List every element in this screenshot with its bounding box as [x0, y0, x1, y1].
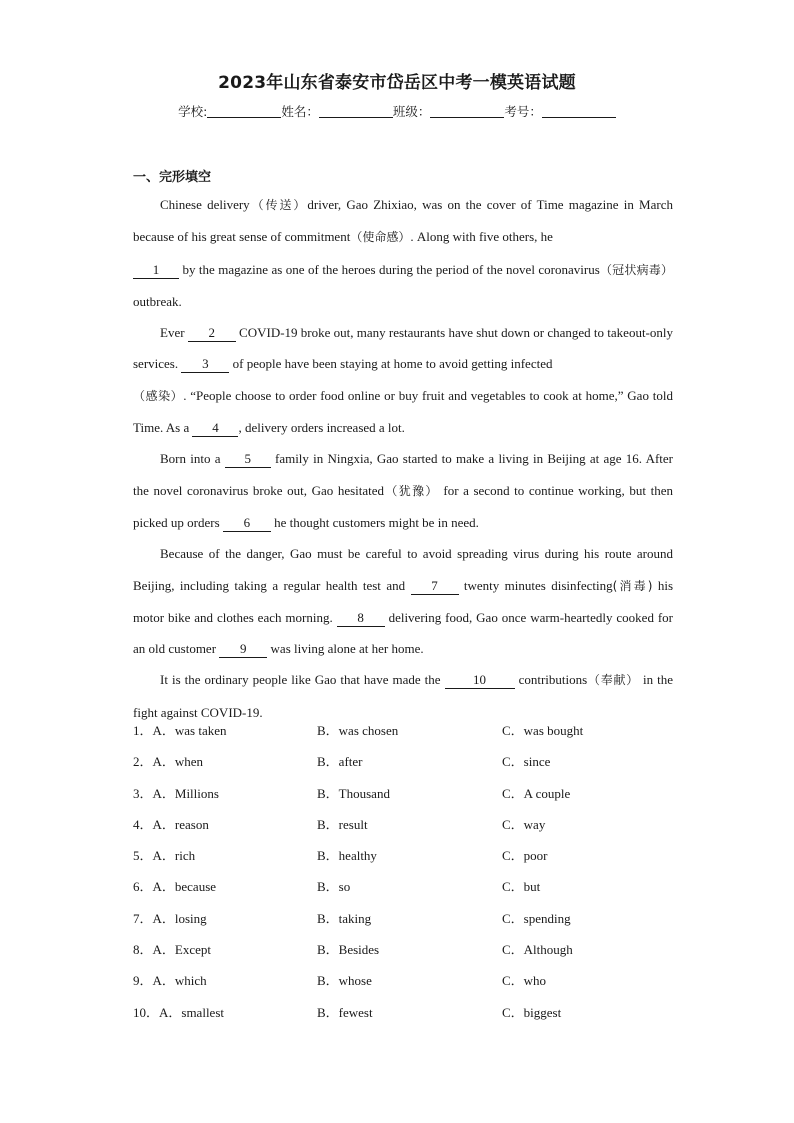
text-segment: outbreak.	[133, 293, 182, 309]
option-b[interactable]: B．after	[317, 754, 363, 770]
option-a[interactable]: 10．A．smallest	[133, 1004, 224, 1020]
blank-10[interactable]: 10	[445, 672, 515, 689]
text-segment: twenty minutes disinfecting	[463, 577, 613, 593]
exam-number-blank[interactable]	[542, 105, 616, 118]
text-segment: by the magazine as one of the heroes during the period of the novel coronavirus	[182, 261, 600, 277]
question-3-options	[133, 783, 673, 814]
option-c[interactable]: C．spending	[502, 910, 571, 926]
paragraph-3	[133, 443, 673, 538]
text-segment: . “People choose to order food online or buy fruit and vegetables to cook at home,” Gao told Time. As a	[133, 387, 673, 436]
text-segment: COVID-19 broke out, many restaurants have shut down or changed to takeout-only services.	[133, 325, 673, 372]
blank-9[interactable]: 9	[219, 641, 267, 658]
paragraph-1	[133, 189, 673, 317]
text-segment: contributions	[518, 672, 588, 688]
question-4-options	[133, 814, 673, 845]
blank-3[interactable]: 3	[181, 356, 229, 373]
option-b[interactable]: B．healthy	[317, 848, 377, 864]
option-b[interactable]: B．fewest	[317, 1004, 373, 1020]
section-heading: 一、完形填空	[133, 170, 212, 185]
blank-4[interactable]: 4	[192, 420, 238, 437]
text-segment: Born into a	[160, 451, 221, 467]
question-2-options	[133, 751, 673, 782]
question-1-options	[133, 720, 673, 751]
text-segment: (消毒)	[612, 578, 653, 593]
option-c[interactable]: C．who	[502, 973, 547, 989]
text-segment: （奉献）	[587, 673, 639, 688]
option-c[interactable]: C．biggest	[502, 1004, 562, 1020]
option-c[interactable]: C．was bought	[502, 723, 584, 738]
option-a[interactable]: 5．A．rich	[133, 848, 196, 864]
question-9-options	[133, 970, 673, 1001]
option-c[interactable]: C．way	[502, 816, 546, 832]
option-b[interactable]: B．Thousand	[317, 785, 390, 801]
blank-5[interactable]: 5	[225, 451, 271, 468]
text-segment: （传送）	[249, 198, 308, 212]
text-segment: （冠状病毒）	[599, 262, 673, 277]
option-c[interactable]: C．since	[502, 754, 551, 770]
question-7-options	[133, 908, 673, 939]
text-segment: family in Ningxia, Gao started to make a living in Beijing at age 16. After the novel coronavirus broke out, Gao hesitated	[133, 451, 674, 498]
text-segment: （犹豫）	[384, 483, 439, 498]
option-b[interactable]: B．was chosen	[317, 723, 399, 738]
option-a[interactable]: 9．A．which	[133, 973, 207, 989]
option-c[interactable]: C．Although	[502, 942, 573, 958]
school-label: 学校:	[178, 104, 208, 119]
paragraph-5	[133, 664, 673, 728]
text-segment: Ever	[160, 325, 185, 341]
question-8-options	[133, 939, 673, 970]
question-6-options	[133, 876, 673, 907]
page-title: 2023年山东省泰安市岱岳区中考一模英语试题	[218, 73, 576, 93]
option-a[interactable]: 6．A．because	[133, 879, 217, 895]
cloze-passage	[133, 189, 673, 728]
option-a[interactable]: 7．A．losing	[133, 910, 207, 926]
blank-2[interactable]: 2	[188, 325, 236, 342]
option-a[interactable]: 3．A．Millions	[133, 785, 219, 801]
student-info-line	[0, 102, 794, 120]
text-segment: Chinese delivery	[160, 197, 250, 212]
option-b[interactable]: B．taking	[317, 910, 372, 926]
option-c[interactable]: C．but	[502, 879, 541, 895]
school-blank[interactable]	[207, 105, 281, 118]
option-b[interactable]: B．Besides	[317, 942, 380, 958]
name-label: 姓名：	[281, 104, 319, 119]
text-segment: was living alone at her home.	[270, 641, 424, 657]
text-segment: his motor bike and clothes each morning.	[133, 577, 674, 625]
class-blank[interactable]	[430, 105, 504, 118]
option-b[interactable]: B．so	[317, 879, 351, 895]
text-segment: for a second to continue working, but then picked up orders	[133, 482, 673, 530]
blank-7[interactable]: 7	[411, 578, 459, 595]
text-segment: driver, Gao Zhixiao, was on the cover of Time magazine in March because of his great sense of commitment	[133, 197, 673, 245]
text-segment: （使命感）	[350, 230, 411, 245]
option-b[interactable]: B．whose	[317, 973, 372, 989]
text-segment: delivering food, Gao once warm-heartedly cooked for an old customer	[133, 609, 674, 657]
text-segment: （感染）	[133, 388, 184, 403]
blank-1[interactable]: 1	[133, 262, 179, 279]
text-segment: in the fight against COVID-19.	[133, 672, 674, 720]
text-segment: he thought customers might be in need.	[274, 514, 479, 530]
text-segment: Because of the danger, Gao must be careful to avoid spreading virus during his route around Beijing, including taking a regular health test and	[133, 546, 673, 593]
exam-number-label: 考号：	[504, 104, 542, 119]
answer-options	[133, 720, 673, 1033]
option-c[interactable]: C．poor	[502, 848, 548, 864]
option-a[interactable]: 1．A．was taken	[133, 723, 227, 738]
question-10-options	[133, 1002, 673, 1033]
option-a[interactable]: 8．A．Except	[133, 942, 211, 958]
text-segment: It is the ordinary people like Gao that have made the	[160, 672, 441, 688]
text-segment: , delivery orders increased a lot.	[238, 420, 405, 436]
name-blank[interactable]	[319, 105, 393, 118]
text-segment: . Along with five others, he	[410, 229, 553, 245]
option-a[interactable]: 2．A．when	[133, 754, 204, 770]
blank-8[interactable]: 8	[337, 610, 385, 627]
blank-6[interactable]: 6	[223, 515, 271, 532]
option-c[interactable]: C．A couple	[502, 785, 571, 801]
text-segment: of people have been staying at home to avoid getting infected	[232, 356, 553, 372]
paragraph-2	[133, 317, 673, 443]
option-a[interactable]: 4．A．reason	[133, 816, 209, 832]
class-label: 班级：	[392, 104, 431, 119]
option-b[interactable]: B．result	[317, 816, 368, 832]
paragraph-4	[133, 538, 673, 664]
question-5-options	[133, 845, 673, 876]
